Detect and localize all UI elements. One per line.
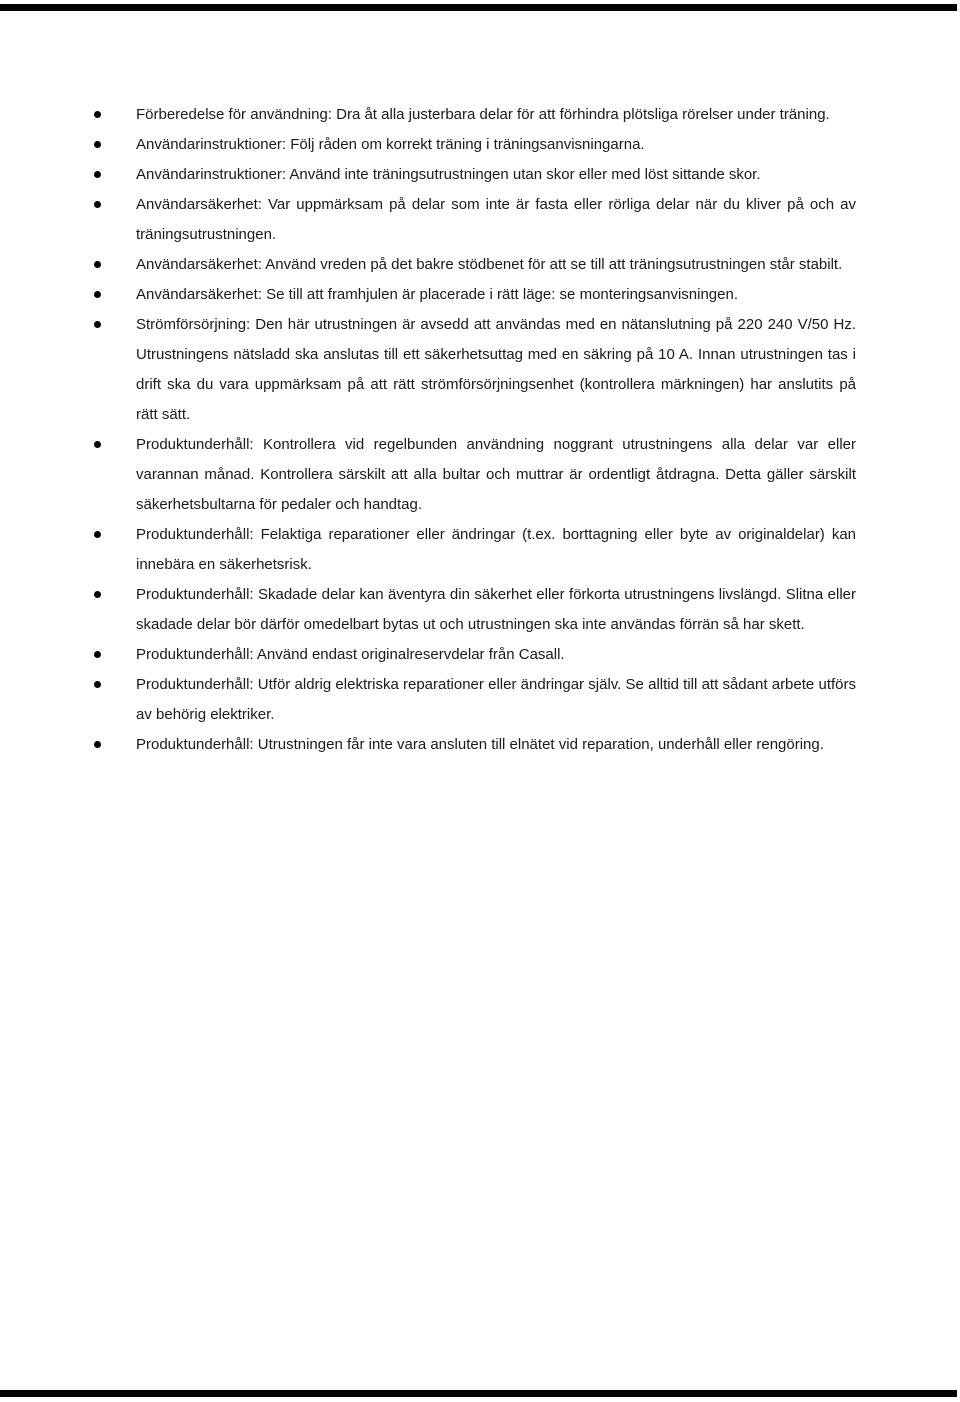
bottom-rule	[0, 1390, 957, 1397]
list-item	[0, 280, 856, 310]
bullet-icon	[94, 321, 101, 328]
safety-bullet-list	[0, 100, 960, 760]
list-item	[0, 250, 856, 280]
list-item	[0, 670, 856, 730]
list-item-text: Produktunderhåll: Utrustningen får inte vara ansluten till elnätet vid reparation, underhåll eller rengöring.	[136, 736, 824, 753]
list-item-text: Förberedelse för användning: Dra åt alla justerbara delar för att förhindra plötsliga rörelser under träning.	[136, 106, 830, 123]
list-item-text: Strömförsörjning: Den här utrustningen är avsedd att användas med en nätanslutning på 220 240 V/50 Hz. Utrustningens nätsladd ska anslutas till ett säkerhetsuttag med en säkring på 10 A. Innan utrustningen tas i drift ska du vara uppmärksam på att rätt strömförsörjningsenhet (kontrollera märkningen) har anslutits på rätt sätt.	[136, 316, 856, 423]
list-item	[0, 580, 856, 640]
bullet-icon	[94, 441, 101, 448]
list-item-text: Produktunderhåll: Skadade delar kan äventyra din säkerhet eller förkorta utrustningens livslängd. Slitna eller skadade delar bör därför omedelbart bytas ut och utrustningen ska inte användas förrän så har skett.	[136, 586, 856, 633]
bullet-icon	[94, 681, 101, 688]
bullet-icon	[94, 291, 101, 298]
bullet-icon	[94, 261, 101, 268]
list-item-text: Användarsäkerhet: Se till att framhjulen är placerade i rätt läge: se monteringsanvisningen.	[136, 286, 738, 303]
bullet-icon	[94, 531, 101, 538]
list-item	[0, 430, 856, 520]
list-item-text: Användarinstruktioner: Använd inte träningsutrustningen utan skor eller med löst sittande skor.	[136, 166, 761, 183]
list-item-text: Användarsäkerhet: Var uppmärksam på delar som inte är fasta eller rörliga delar när du kliver på och av träningsutrustningen.	[136, 196, 856, 243]
list-item	[0, 310, 856, 430]
list-item-text: Produktunderhåll: Använd endast originalreservdelar från Casall.	[136, 646, 565, 663]
list-item-text: Produktunderhåll: Utför aldrig elektriska reparationer eller ändringar själv. Se alltid till att sådant arbete utförs av behörig elektriker.	[136, 676, 856, 723]
list-item	[0, 190, 856, 250]
list-item	[0, 640, 856, 670]
list-item	[0, 160, 856, 190]
bullet-icon	[94, 201, 101, 208]
bullet-icon	[94, 141, 101, 148]
list-item	[0, 100, 856, 130]
list-item-text: Produktunderhåll: Felaktiga reparationer eller ändringar (t.ex. borttagning eller byte av originaldelar) kan innebära en säkerhetsrisk.	[136, 526, 856, 573]
bullet-icon	[94, 111, 101, 118]
list-item-text: Användarsäkerhet: Använd vreden på det bakre stödbenet för att se till att träningsutrustningen står stabilt.	[136, 256, 843, 273]
bullet-icon	[94, 651, 101, 658]
bullet-icon	[94, 171, 101, 178]
bullet-icon	[94, 741, 101, 748]
list-item	[0, 520, 856, 580]
list-item-text: Produktunderhåll: Kontrollera vid regelbunden användning noggrant utrustningens alla delar var eller varannan månad. Kontrollera särskilt att alla bultar och muttrar är ordentligt åtdragna. Detta gäller särskilt säkerhetsbultarna för pedaler och handtag.	[136, 436, 856, 513]
top-rule	[0, 4, 957, 11]
list-item	[0, 130, 856, 160]
list-item	[0, 730, 856, 760]
list-item-text: Användarinstruktioner: Följ råden om korrekt träning i träningsanvisningarna.	[136, 136, 645, 153]
bullet-icon	[94, 591, 101, 598]
